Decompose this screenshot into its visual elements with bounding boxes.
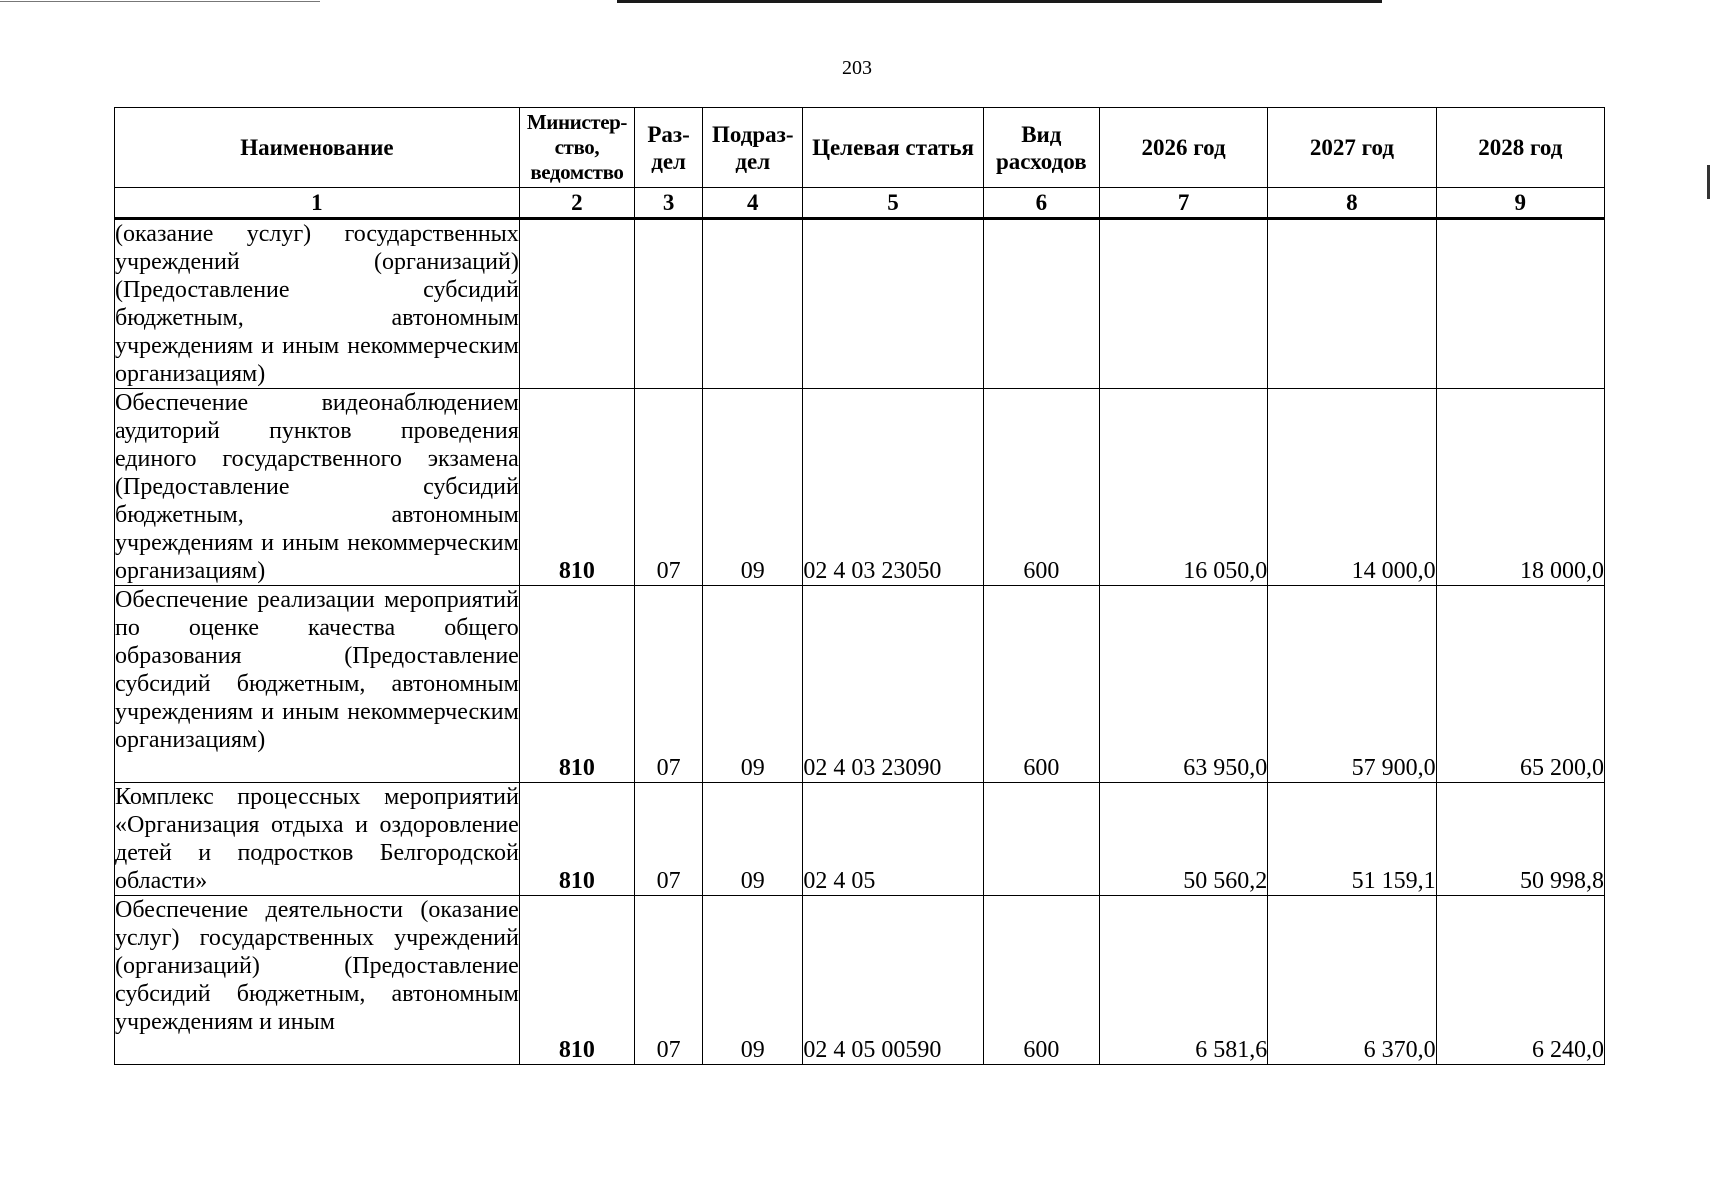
table-row (115, 389, 1605, 586)
column-number: 5 (803, 188, 983, 219)
header-name: Наименование (115, 108, 520, 188)
header-2027: 2027 год (1268, 108, 1436, 188)
row-subsection: 09 (703, 389, 803, 586)
row-section: 07 (635, 783, 703, 896)
row-section: 07 (635, 389, 703, 586)
row-ministry (519, 219, 634, 389)
row-subsection: 09 (703, 586, 803, 783)
column-number: 2 (519, 188, 634, 219)
row-2028: 6 240,0 (1436, 896, 1604, 1065)
row-name: (оказание услуг) государственных учреждений (организаций) (Предоставление субсидий бюджетным, автономным учреждениям и иным некоммерческим организациям) (115, 219, 520, 389)
header-target: Целевая статья (803, 108, 983, 188)
header-section: Раз-дел (635, 108, 703, 188)
row-target: 02 4 03 23050 (803, 389, 983, 586)
row-2027: 51 159,1 (1268, 783, 1436, 896)
row-2026 (1099, 219, 1267, 389)
table-row (115, 219, 1605, 389)
row-target (803, 219, 983, 389)
row-2026: 63 950,0 (1099, 586, 1267, 783)
column-number: 4 (703, 188, 803, 219)
row-section (635, 219, 703, 389)
column-number: 9 (1436, 188, 1604, 219)
row-2027 (1268, 219, 1436, 389)
row-ministry: 810 (519, 389, 634, 586)
row-2026: 16 050,0 (1099, 389, 1267, 586)
row-ministry: 810 (519, 586, 634, 783)
table-row (115, 783, 1605, 896)
row-ministry: 810 (519, 896, 634, 1065)
header-subsection: Подраз-дел (703, 108, 803, 188)
row-2028: 65 200,0 (1436, 586, 1604, 783)
row-section: 07 (635, 896, 703, 1065)
table-row (115, 896, 1605, 1065)
row-name: Обеспечение реализации мероприятий по оценке качества общего образования (Предоставление субсидий бюджетным, автономным учреждениям и иным некоммерческим организациям) (115, 586, 520, 783)
scan-edge-mark (1707, 165, 1710, 199)
table-row (115, 586, 1605, 783)
header-row (115, 108, 1605, 188)
row-2027: 57 900,0 (1268, 586, 1436, 783)
column-number: 7 (1099, 188, 1267, 219)
row-expense-type: 600 (983, 389, 1099, 586)
scan-edge-line-left (0, 1, 320, 2)
row-expense-type: 600 (983, 586, 1099, 783)
column-number: 1 (115, 188, 520, 219)
row-expense-type (983, 219, 1099, 389)
row-2026: 6 581,6 (1099, 896, 1267, 1065)
row-section: 07 (635, 586, 703, 783)
row-2028: 50 998,8 (1436, 783, 1604, 896)
column-number: 6 (983, 188, 1099, 219)
budget-table (114, 107, 1605, 1065)
row-2026: 50 560,2 (1099, 783, 1267, 896)
row-subsection: 09 (703, 783, 803, 896)
scan-edge-line (617, 0, 1382, 3)
column-number-row (115, 188, 1605, 219)
row-2027: 14 000,0 (1268, 389, 1436, 586)
row-name: Комплекс процессных мероприятий «Организация отдыха и оздоровление детей и подростков Белгородской области» (115, 784, 519, 894)
row-2027: 6 370,0 (1268, 896, 1436, 1065)
page-number: 203 (842, 57, 872, 79)
header-2028: 2028 год (1436, 108, 1604, 188)
row-subsection: 09 (703, 896, 803, 1065)
row-target: 02 4 05 (803, 783, 983, 896)
header-ministry: Министер-ство, ведомство (519, 108, 634, 188)
row-target: 02 4 05 00590 (803, 896, 983, 1065)
row-expense-type: 600 (983, 896, 1099, 1065)
row-expense-type (983, 783, 1099, 896)
header-expense-type: Вид расходов (983, 108, 1099, 188)
row-name: Обеспечение деятельности (оказание услуг) государственных учреждений (организаций) (Предоставление субсидий бюджетным, автономным учреждениям и иным (115, 896, 520, 1065)
row-ministry: 810 (519, 783, 634, 896)
header-2026: 2026 год (1099, 108, 1267, 188)
column-number: 8 (1268, 188, 1436, 219)
row-target: 02 4 03 23090 (803, 586, 983, 783)
column-number: 3 (635, 188, 703, 219)
row-name: Обеспечение видеонаблюдением аудиторий пунктов проведения единого государственного экзамена (Предоставление субсидий бюджетным, автономным учреждениям и иным некоммерческим организациям) (115, 390, 519, 584)
row-2028 (1436, 219, 1604, 389)
row-2028: 18 000,0 (1436, 389, 1604, 586)
row-subsection (703, 219, 803, 389)
